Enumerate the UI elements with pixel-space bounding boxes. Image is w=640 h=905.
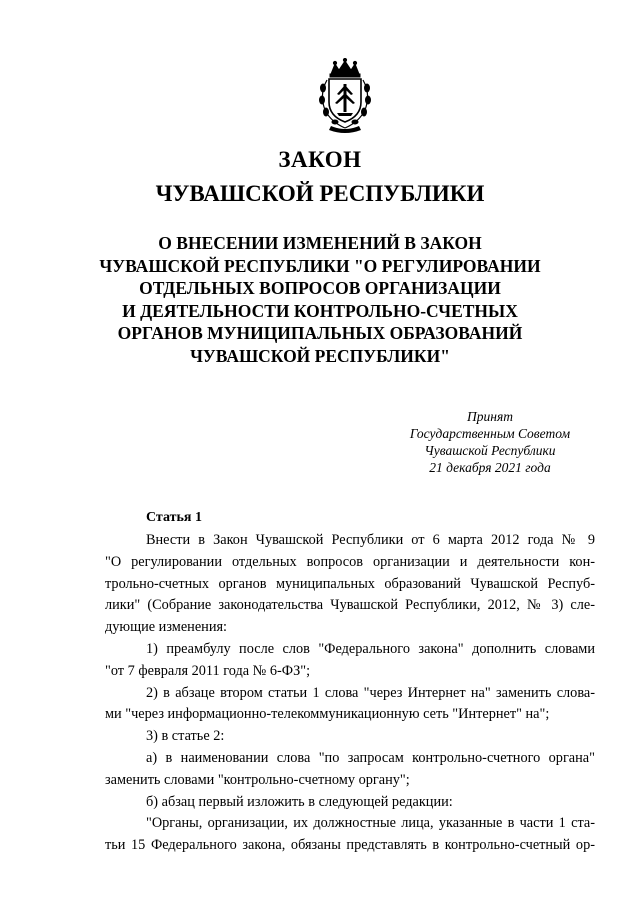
text-line: тьи 15 Федерального закона, обязаны представлять в контрольно-счетный ор- — [105, 837, 595, 854]
paragraph — [105, 683, 595, 727]
law-title-line: ОТДЕЛЬНЫХ ВОПРОСОВ ОРГАНИЗАЦИИ — [139, 278, 501, 298]
text-line: 1) преамбулу после слов "Федерального закона" дополнить словами — [146, 640, 595, 657]
adoption-line: Чувашской Республики — [424, 443, 556, 458]
article-body — [105, 530, 595, 857]
text-line: "Органы, организации, их должностные лица, указанные в части 1 ста- — [146, 815, 595, 832]
text-line: 3) в статье 2: — [146, 728, 225, 745]
paragraph — [105, 792, 595, 814]
text-line: "от 7 февраля 2011 года № 6-ФЗ"; — [105, 662, 311, 679]
article-heading: Статья 1 — [146, 510, 202, 525]
text-line: 2) в абзаце втором статьи 1 слова "через Интернет на" заменить слова- — [146, 684, 595, 701]
adoption-note — [385, 408, 595, 476]
adoption-date: 21 декабря 2021 года — [429, 460, 551, 475]
paragraph — [105, 639, 595, 683]
republic-heading: ЧУВАШСКОЙ РЕСПУБЛИКИ — [155, 181, 485, 206]
text-line: "О регулировании отдельных вопросов организации и деятельности кон- — [105, 553, 595, 570]
paragraph — [105, 813, 595, 857]
text-line: б) абзац первый изложить в следующей редакции: — [146, 793, 453, 810]
text-line: а) в наименовании слова "по запросам контрольно-счетного органа" — [146, 749, 595, 766]
law-title — [90, 232, 550, 367]
document-type-heading: ЗАКОН — [278, 147, 362, 172]
law-title-line: ЧУВАШСКОЙ РЕСПУБЛИКИ" — [190, 345, 450, 366]
law-title-line: ОРГАНОВ МУНИЦИПАЛЬНЫХ ОБРАЗОВАНИЙ — [117, 323, 523, 343]
text-line: Внести в Закон Чувашской Республики от 6 марта 2012 года № 9 — [146, 532, 595, 548]
text-line: дующие изменения: — [105, 619, 228, 636]
adoption-line: Принят — [467, 409, 513, 424]
adoption-line: Государственным Советом — [409, 426, 571, 441]
text-line: трольно-счетных органов муниципальных образований Чувашской Респуб- — [105, 575, 595, 592]
text-line: заменить словами "контрольно-счетному органу"; — [105, 771, 410, 788]
text-line: ми "через информационно-телекоммуникационную сеть "Интернет" на"; — [105, 706, 550, 723]
law-title-line: О ВНЕСЕНИИ ИЗМЕНЕНИЙ В ЗАКОН — [158, 233, 482, 253]
law-title-line: ЧУВАШСКОЙ РЕСПУБЛИКИ "О РЕГУЛИРОВАНИИ — [99, 255, 541, 276]
coat-of-arms-icon — [315, 58, 375, 134]
paragraph — [105, 748, 595, 792]
law-title-line: И ДЕЯТЕЛЬНОСТИ КОНТРОЛЬНО-СЧЕТНЫХ — [122, 300, 518, 321]
paragraph — [105, 530, 595, 639]
text-line: лики" (Собрание законодательства Чувашской Республики, 2012, № 3) сле- — [105, 597, 595, 614]
paragraph — [105, 726, 595, 748]
